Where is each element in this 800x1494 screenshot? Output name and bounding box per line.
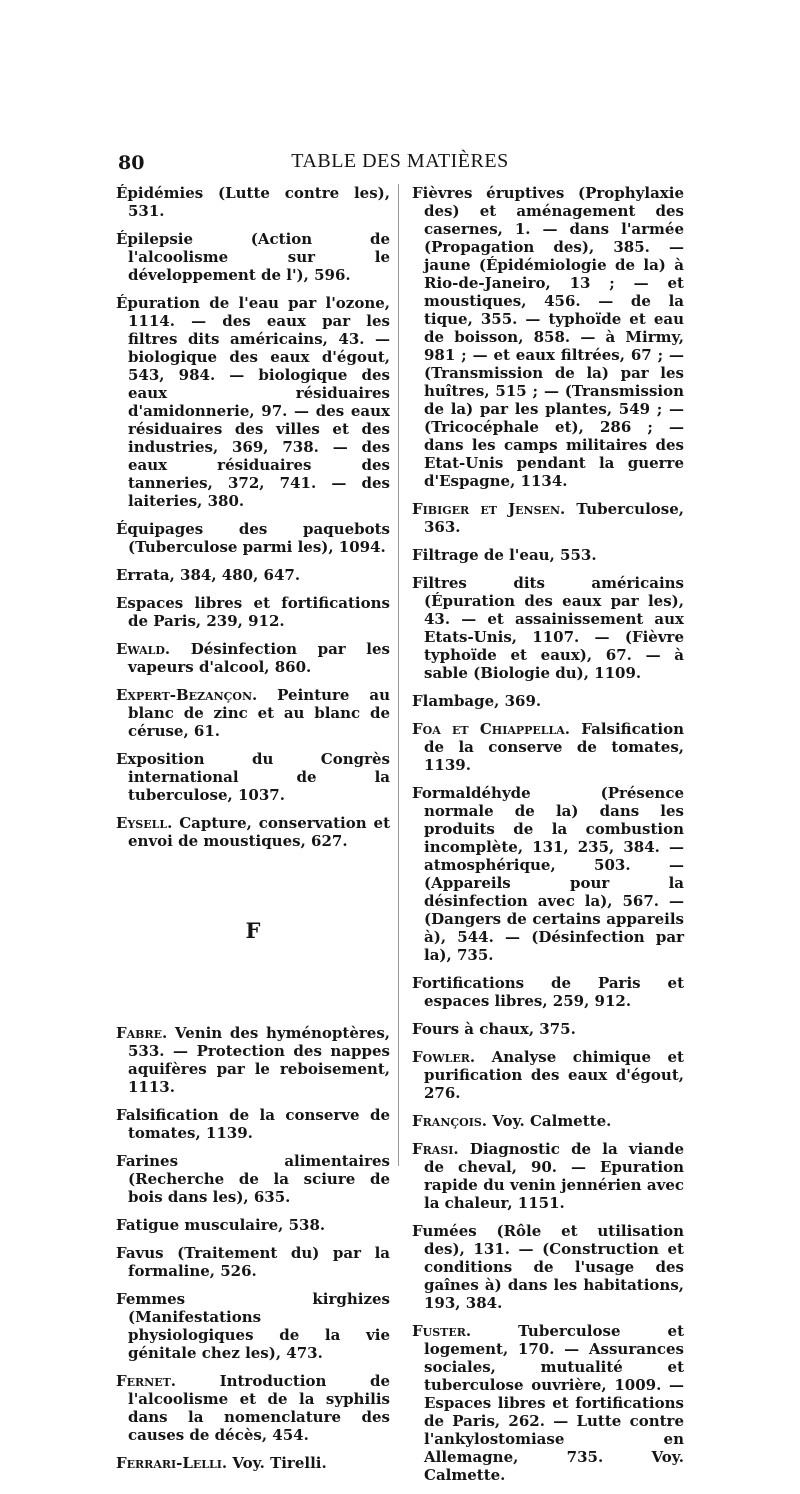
entry-text: Errata, 384, 480, 647. [116, 566, 301, 584]
index-entry [412, 720, 684, 774]
right-column [412, 184, 684, 1494]
entry-text: Introduction de l'alcoolisme et de la syphilis dans la nomenclature des causes de décès, 454. [128, 1372, 390, 1444]
entry-author: Ewald. [116, 640, 171, 658]
entry-text: Épuration de l'eau par l'ozone, 1114. — des eaux par les filtres dits américains, 43. — biologique des eaux d'égout, 543, 984. — biologique des eaux résiduaires d'amidonnerie, 97. — des eaux résiduaires des villes et des industries, 369, 738. — des eaux résiduaires des tanneries, 372, 741. — des laiteries, 380. [116, 294, 390, 510]
index-entry [412, 1140, 684, 1212]
column-divider [398, 184, 399, 1166]
index-entry [412, 974, 684, 1010]
entry-text: Voy. Tirelli. [227, 1454, 327, 1472]
entry-text: Fours à chaux, 375. [412, 1020, 576, 1038]
entry-text: Favus (Traitement du) par la formaline, 526. [116, 1244, 390, 1280]
entry-text: Fumées (Rôle et utilisation des), 131. — (Construction et conditions de l'usage des gaînes à) dans les habitations, 193, 384. [412, 1222, 684, 1312]
index-entry [116, 750, 390, 804]
index-entry [412, 500, 684, 536]
entry-text: Venin des hyménoptères, 533. — Protection des nappes aquifères par le reboisement, 1113. [128, 1024, 390, 1096]
entry-author: Fabre. [116, 1024, 168, 1042]
entry-author: Ferrari-Lelli. [116, 1454, 228, 1472]
index-entry [412, 1112, 684, 1130]
entry-author: Fernet. [116, 1372, 177, 1390]
entry-text: Épilepsie (Action de l'alcoolisme sur le développement de l'), 596. [116, 230, 390, 284]
index-entry [116, 1244, 390, 1280]
letter-heading: F [245, 918, 261, 943]
entry-text: Capture, conservation et envoi de moustiques, 627. [128, 814, 390, 850]
entry-text: Espaces libres et fortifications de Paris, 239, 912. [116, 594, 390, 630]
entry-text: Formaldéhyde (Présence normale de la) dans les produits de la combustion incomplète, 131, 235, 384. — atmosphérique, 503. — (Appareils pour la désinfection avec la), 567. — (Dangers de certains appareils à), 544. — (Désinfection par la), 735. [412, 784, 684, 964]
entry-author: Eysell. [116, 814, 173, 832]
entry-text: Femmes kirghizes (Manifestations physiologiques de la vie génitale chez les), 473. [116, 1290, 390, 1362]
index-entry [412, 1020, 684, 1038]
entry-author: Fowler. [412, 1048, 476, 1066]
entry-author: Expert-Bezançon. [116, 686, 258, 704]
index-entry [412, 692, 684, 710]
index-entry [116, 1024, 390, 1096]
index-entry [116, 1454, 390, 1472]
index-entry [116, 1216, 390, 1234]
index-entry [412, 184, 684, 490]
index-entry [116, 184, 390, 220]
index-entry [412, 546, 684, 564]
index-entry [116, 814, 390, 850]
entry-text: Tuberculose et logement, 170. — Assurances sociales, mutualité et tuberculose ouvrière, 1009. — Espaces libres et fortifications de Paris, 262. — Lutte contre l'ankylostomiase en Allemagne, 735. Voy. Calmette. [424, 1322, 684, 1484]
entry-text: Exposition du Congrès international de la tuberculose, 1037. [116, 750, 390, 804]
index-entry [116, 520, 390, 556]
index-entry [412, 574, 684, 682]
entry-text: Falsification de la conserve de tomates, 1139. [116, 1106, 390, 1142]
entry-text: Farines alimentaires (Recherche de la sciure de bois dans les), 635. [116, 1152, 390, 1206]
index-entry [412, 784, 684, 964]
index-entry [116, 294, 390, 510]
index-entry [412, 1222, 684, 1312]
entry-text: Filtres dits américains (Épuration des eaux par les), 43. — et assainissement aux Etats-Unis, 1107. — (Fièvre typhoïde et eaux), 67. — à sable (Biologie du), 1109. [412, 574, 684, 682]
entry-text: Désinfection par les vapeurs d'alcool, 860. [128, 640, 390, 676]
entry-text: Fièvres éruptives (Prophylaxie des) et aménagement des casernes, 1. — dans l'armée (Propagation des), 385. — jaune (Épidémiologie de la) à Rio-de-Janeiro, 13 ; — et moustiques, 456. — de la tique, 355. — typhoïde et eau de boisson, 858. — à Mirmy, 981 ; — et eaux filtrées, 67 ; — (Transmission de la) par les huîtres, 515 ; — (Transmission de la) par les plantes, 549 ; — (Tricocéphale et), 286 ; — dans les camps militaires des Etat-Unis pendant la guerre d'Espagne, 1134. [412, 184, 684, 490]
entry-text: Analyse chimique et purification des eaux d'égout, 276. [424, 1048, 684, 1102]
entry-text: Épidémies (Lutte contre les), 531. [116, 184, 390, 220]
index-entry [116, 1372, 390, 1444]
entry-text: Peinture au blanc de zinc et au blanc de céruse, 61. [128, 686, 390, 740]
index-entry [116, 1152, 390, 1206]
entry-text: Fatigue musculaire, 538. [116, 1216, 326, 1234]
running-head: TABLE DES MATIÈRES [291, 150, 509, 172]
page-number: 80 [118, 152, 145, 174]
entry-author: Fuster. [412, 1322, 472, 1340]
entry-author: François. [412, 1112, 488, 1130]
entry-text: Fortifications de Paris et espaces libres, 259, 912. [412, 974, 684, 1010]
index-entry [116, 1290, 390, 1362]
index-entry [116, 1106, 390, 1142]
entry-author: Foa et Chiappella. [412, 720, 571, 738]
index-entry [116, 594, 390, 630]
entry-author: Frasi. [412, 1140, 459, 1158]
index-entry [116, 230, 390, 284]
entry-text: Flambage, 369. [412, 692, 542, 710]
entry-text: Diagnostic de la viande de cheval, 90. — Epuration rapide du venin jennérien avec la chaleur, 1151. [424, 1140, 684, 1212]
index-entry [116, 640, 390, 676]
entry-text: Équipages des paquebots (Tuberculose parmi les), 1094. [116, 520, 390, 556]
entry-text: Filtrage de l'eau, 553. [412, 546, 597, 564]
index-entry [412, 1322, 684, 1484]
entry-text: Falsification de la conserve de tomates, 1139. [424, 720, 684, 774]
index-entry [412, 1048, 684, 1102]
entry-text: Voy. Calmette. [487, 1112, 612, 1130]
index-entry [116, 566, 390, 584]
index-entry [116, 686, 390, 740]
entry-author: Fibiger et Jensen. [412, 500, 566, 518]
left-column [116, 184, 390, 1482]
entry-text: Tuberculose, 363. [424, 500, 684, 536]
